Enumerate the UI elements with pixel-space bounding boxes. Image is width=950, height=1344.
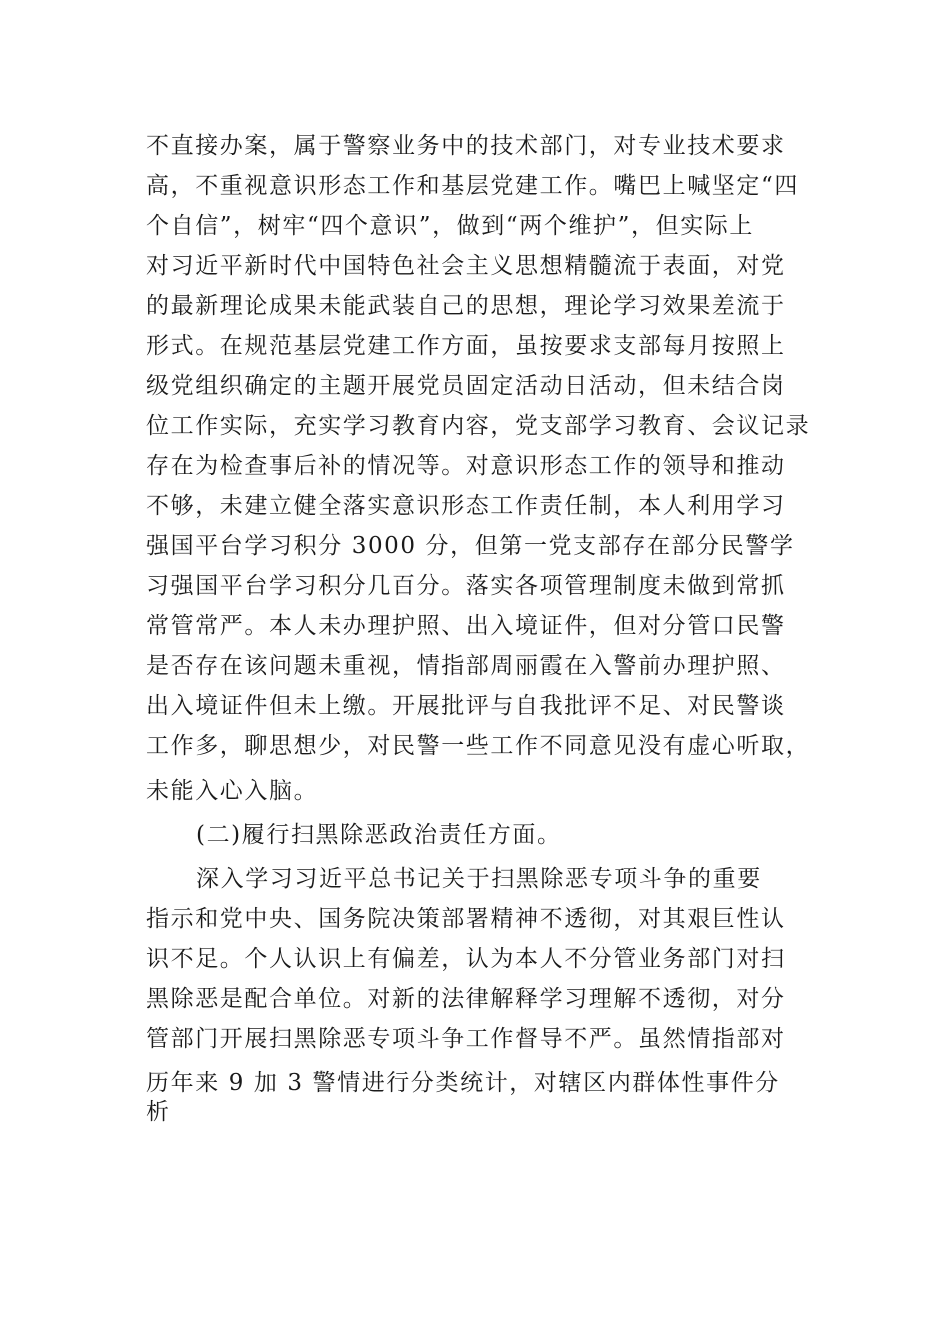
text-line: 工作多，聊思想少，对民警一些工作不同意见没有虚心听取， xyxy=(146,733,811,759)
text-line: 不够，未建立健全落实意识形态工作责任制，本人利用学习 xyxy=(146,493,786,519)
text-line: 析 xyxy=(146,1099,171,1125)
text-line: 存在为检查事后补的情况等。对意识形态工作的领导和推动 xyxy=(146,453,786,479)
text-line: 强国平台学习积分 3000 分，但第一党支部存在部分民警学 xyxy=(146,533,795,559)
text-line: 对习近平新时代中国特色社会主义思想精髓流于表面，对党 xyxy=(146,253,786,279)
section-heading: (二)履行扫黑除恶政治责任方面。 xyxy=(196,822,562,848)
text-line: 识不足。个人认识上有偏差，认为本人不分管业务部门对扫 xyxy=(146,946,786,972)
text-line: 未能入心入脑。 xyxy=(146,778,319,804)
text-line: 黑除恶是配合单位。对新的法律解释学习理解不透彻，对分 xyxy=(146,986,786,1012)
text-line: 个自信”，树牢“四个意识”，做到“两个维护”，但实际上 xyxy=(146,213,754,239)
text-line: 出入境证件但未上缴。开展批评与自我批评不足、对民警谈 xyxy=(146,693,786,719)
text-line: 不直接办案，属于警察业务中的技术部门，对专业技术要求 xyxy=(146,133,786,159)
text-line: 形式。在规范基层党建工作方面，虽按要求支部每月按照上 xyxy=(146,333,786,359)
text-line: 级党组织确定的主题开展党员固定活动日活动，但未结合岗 xyxy=(146,373,786,399)
text-line: 指示和党中央、国务院决策部署精神不透彻，对其艰巨性认 xyxy=(146,906,786,932)
text-line: 历年来 9 加 3 警情进行分类统计，对辖区内群体性事件分 xyxy=(146,1070,780,1096)
text-line: 深入学习习近平总书记关于扫黑除恶专项斗争的重要 xyxy=(196,866,762,892)
text-line: 是否存在该问题未重视，情指部周丽霞在入警前办理护照、 xyxy=(146,653,786,679)
text-line: 位工作实际，充实学习教育内容，党支部学习教育、会议记录 xyxy=(146,413,811,439)
text-line: 习强国平台学习积分几百分。落实各项管理制度未做到常抓 xyxy=(146,573,786,599)
text-line: 的最新理论成果未能武装自己的思想，理论学习效果差流于 xyxy=(146,293,786,319)
text-line: 管部门开展扫黑除恶专项斗争工作督导不严。虽然情指部对 xyxy=(146,1026,786,1052)
text-line: 高，不重视意识形态工作和基层党建工作。嘴巴上喊坚定“四 xyxy=(146,173,799,199)
text-line: 常管常严。本人未办理护照、出入境证件，但对分管口民警 xyxy=(146,613,786,639)
